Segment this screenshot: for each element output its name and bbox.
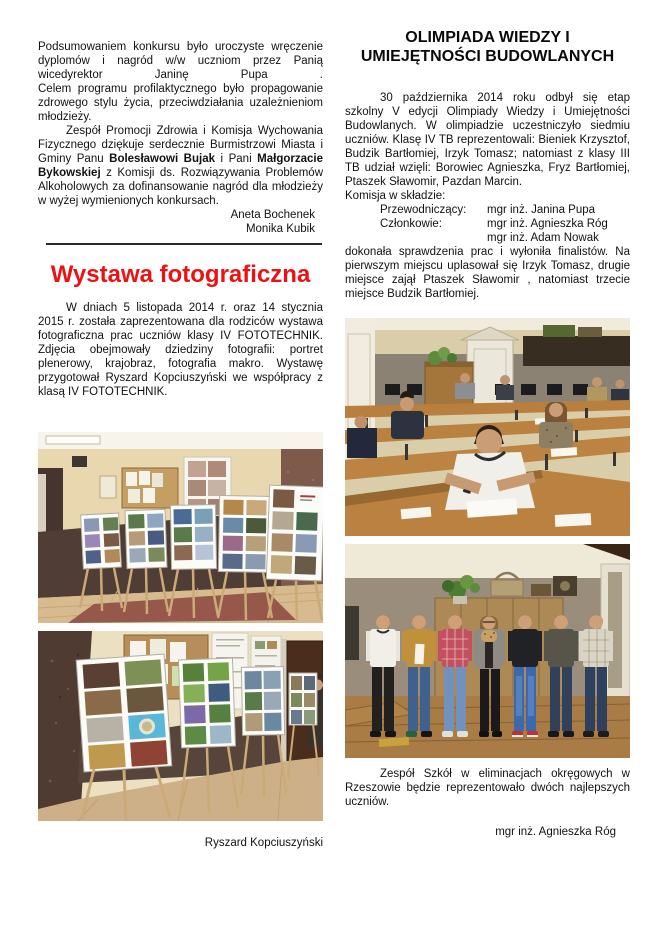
author-signature-1: Aneta Bochenek	[230, 209, 315, 221]
article-title-line1: OLIMPIADA WIEDZY I	[405, 29, 570, 46]
committee-label: Komisja w składzie:	[345, 190, 446, 202]
committee-member-1: mgr inż. Agnieszka Róg	[487, 218, 608, 230]
intro-paragraph-b: Celem programu profilaktycznego było propagowanie zdrowego stylu życia, przeciwdziałania uzależnieniom młodzieży.	[38, 83, 323, 123]
bold-name-bykowska: Małgorzacie Bykowskiej	[38, 153, 323, 179]
display-board	[76, 654, 172, 772]
photo-exhibition-hallway-1-graphic	[38, 432, 323, 623]
closing-paragraph: Zespół Szkół w eliminacjach okręgowych w Rzeszowie będzie reprezentowało dwóch najlepszych uczniów.	[345, 768, 630, 808]
author-signature-2: Monika Kubik	[245, 223, 315, 235]
photo-exhibition-hallway-2	[38, 631, 323, 821]
section-title-exhibition: Wystawa fotograficzna	[50, 261, 311, 288]
bold-name-bujak: Bolesławowi Bujak	[109, 153, 215, 165]
photo-students-group	[345, 544, 630, 758]
photo-classroom-exam-graphic	[345, 318, 630, 536]
thanks-text-2: i Pani	[215, 153, 258, 165]
display-board	[170, 505, 216, 570]
section-divider	[46, 243, 322, 245]
results-paragraph: dokonała sprawdzenia prac i wyłoniła finalistów. Na pierwszym miejscu uplasował się Irzyk Tomasz, drugie miejsce zajął Ptaszek Sławomir , natomiast trzecie miejsce Budzik Bartłomiej.	[345, 246, 630, 300]
display-board	[289, 673, 317, 725]
olympiad-paragraph: 30 października 2014 roku odbył się etap szkolny V edycji Olimpiady Wiedzy i Umiejętności Budowlanych. W olimpiadzie uczestniczyło siedmiu uczniów. Klasę IV TB reprezentowali: Bieniek Krzysztof, Budzik Bartłomiej, Irzyk Tomasz; natomiast z klasy III TB udział wzięli: Borowiec Agnieszka, Fryz Bartłomiej, Ptaszek Sławomir, Pazdan Marcin.	[345, 92, 630, 188]
display-board	[241, 667, 284, 736]
article-title	[345, 28, 630, 66]
committee-role-chair-name: mgr inż. Janina Pupa	[487, 204, 596, 216]
exhibition-paragraph: W dniach 5 listopada 2014 r. oraz 14 stycznia 2015 r. została zaprezentowana dla rodziców wystawa fotograficzna prac uczniów klasy IV FOTOTECHNIK. Zdjęcia obejmowały dziedziny fotografii: portret plenerowy, krajobraz, fotografia makro. Wystawę przygotował Ryszard Kopciuszyński we współpracy z klasą IV FOTOTECHNIK.	[38, 302, 323, 398]
display-board	[218, 496, 271, 573]
committee-member-2: mgr inż. Adam Nowak	[487, 232, 599, 244]
committee-role-members	[345, 217, 630, 231]
photo-classroom-exam	[345, 318, 630, 536]
article-title-line2: UMIEJĘTNOŚCI BUDOWLANYCH	[360, 48, 615, 65]
display-board	[125, 509, 167, 568]
display-board	[81, 513, 122, 569]
intro-paragraph-a: Podsumowaniem konkursu było uroczyste wręczenie dyplomów i nagród w/w uczniom przez Panią wicedyrektor Janinę Pupa .	[38, 41, 323, 81]
photo-students-group-graphic	[345, 544, 630, 758]
thanks-text-3: z Komisji ds. Rozwiązywania Problemów Alkoholowych za dofinansowanie nagród dla młodzieży w wyżej wymienionych konkursach.	[38, 167, 323, 207]
photo-exhibition-hallway-1	[38, 432, 323, 623]
committee-role-chair	[345, 203, 630, 217]
right-column	[345, 0, 630, 839]
committee-role-members-label: Członkowie:	[380, 218, 442, 230]
committee-role-chair-label: Przewodniczący:	[380, 204, 467, 216]
display-board	[266, 485, 323, 581]
teacher-signature: mgr inż. Agnieszka Róg	[495, 826, 616, 838]
photo-exhibition-hallway-2-graphic	[38, 631, 323, 821]
photographer-signature: Ryszard Kopciuszyński	[204, 837, 323, 849]
thanks-paragraph	[38, 124, 323, 208]
left-column	[38, 0, 323, 850]
thanks-text-1: Zespół Promocji Zdrowia i Komisja Wychowania Fizycznego dziękuje serdecznie Burmistrzowi Miasta i Gminy Panu	[38, 125, 323, 165]
display-board	[178, 658, 235, 748]
